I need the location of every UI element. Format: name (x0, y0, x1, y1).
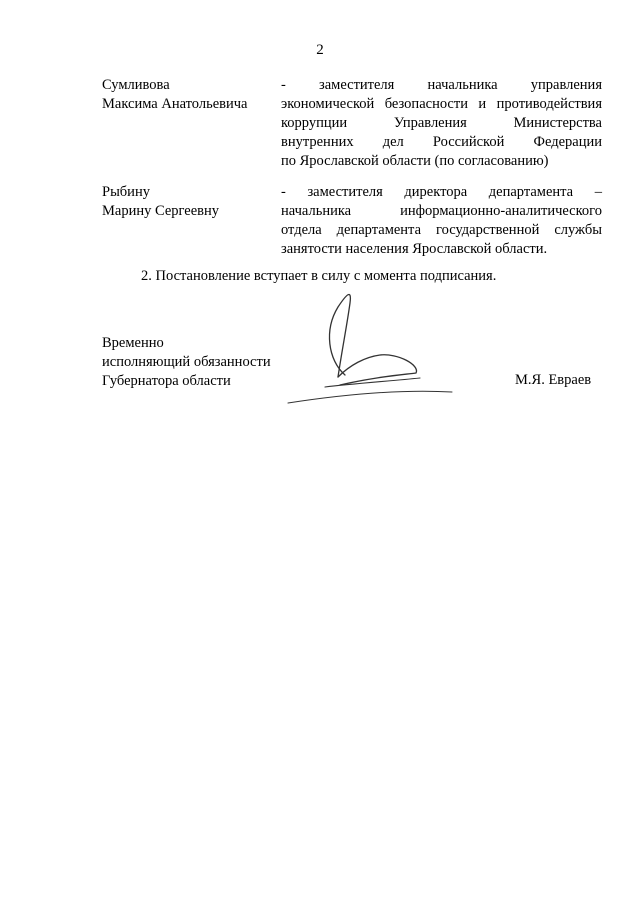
member-name (102, 183, 272, 221)
member-position (281, 183, 602, 259)
signatory-title-line: Губернатора области (102, 373, 231, 389)
position-line: занятости населения Ярославской области. (281, 241, 548, 257)
clause-2: 2. Постановление вступает в силу с момента подписания. (141, 268, 497, 284)
member-given-names: Максима Анатольевича (102, 96, 248, 112)
position-line: коррупции Управления Министерства (281, 115, 602, 131)
signatory-name: М.Я. Евраев (515, 372, 592, 388)
position-line: отдела департамента государственной службы (281, 222, 602, 238)
signatory-title (102, 334, 271, 391)
handwritten-signature (280, 285, 460, 410)
member-given-names: Марину Сергеевну (102, 203, 219, 219)
position-line: внутренних дел Российской Федерации (281, 134, 602, 150)
signatory-title-line: исполняющий обязанности (102, 354, 271, 370)
member-surname: Сумливова (102, 77, 170, 93)
member-surname: Рыбину (102, 184, 150, 200)
member-name (102, 76, 272, 114)
signatory-title-line: Временно (102, 335, 164, 351)
page-number: 2 (316, 42, 324, 58)
position-line: - заместителя директора департамента – (281, 184, 602, 200)
position-line: - заместителя начальника управления (281, 77, 602, 93)
position-line: экономической безопасности и противодействия (281, 96, 602, 112)
position-line: начальника информационно-аналитического (281, 203, 602, 219)
member-position (281, 76, 602, 171)
position-line: по Ярославской области (по согласованию) (281, 153, 549, 169)
